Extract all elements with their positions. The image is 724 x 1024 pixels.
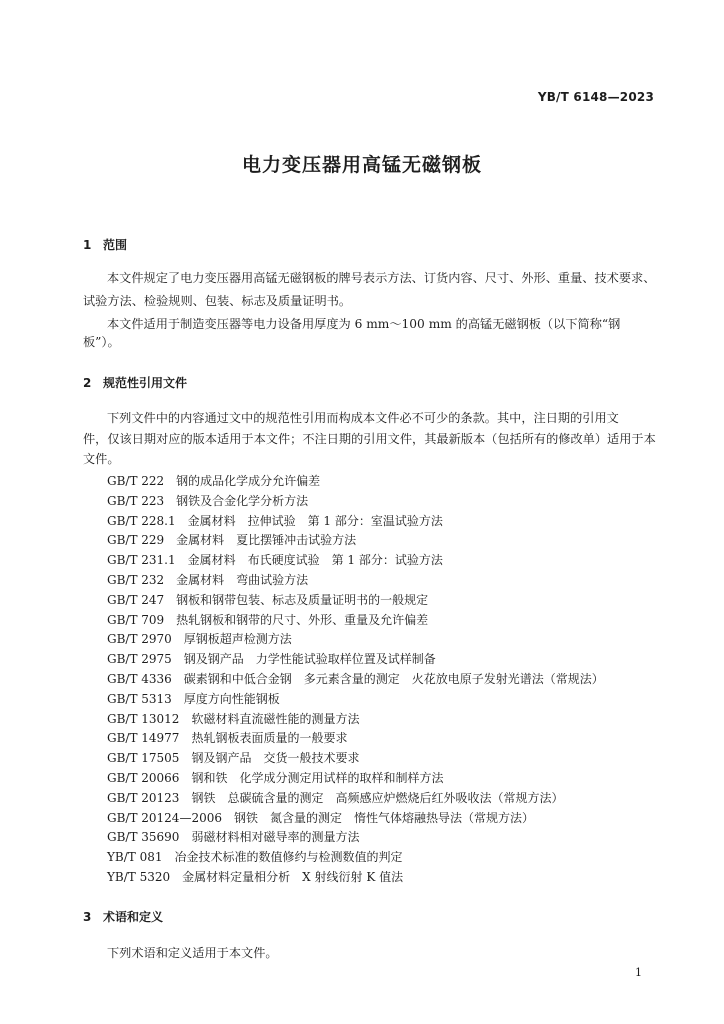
reference-item: GB/T 223 钢铁及合金化学分析方法 (107, 494, 309, 508)
section-1-heading (83, 236, 127, 253)
section-2-paragraph-line: 件，仅该日期对应的版本适用于本文件；不注日期的引用文件，其最新版本（包括所有的修改单）适用于本 (83, 432, 656, 446)
reference-item: GB/T 231.1 金属材料 布氏硬度试验 第 1 部分：试验方法 (107, 553, 443, 567)
reference-item: GB/T 35690 弱磁材料相对磁导率的测量方法 (107, 830, 360, 844)
section-2-paragraph-line: 下列文件中的内容通过文中的规范性引用而构成本文件必不可少的条款。其中，注日期的引用文 (107, 411, 619, 425)
section-3-title: 术语和定义 (103, 910, 164, 924)
section-3-number: 3 (83, 910, 92, 924)
page-number: 1 (635, 966, 642, 979)
section-2-number: 2 (83, 376, 92, 390)
reference-item: GB/T 247 钢板和钢带包装、标志及质量证明书的一般规定 (107, 593, 429, 607)
section-3-heading (83, 908, 163, 925)
section-1-paragraph-line: 板”）。 (83, 335, 120, 349)
reference-item: GB/T 2975 钢及钢产品 力学性能试验取样位置及试样制备 (107, 652, 436, 666)
document-id: YB/T 6148—2023 (537, 90, 654, 104)
reference-item: GB/T 4336 碳素钢和中低合金钢 多元素含量的测定 火花放电原子发射光谱法（常规法） (107, 672, 604, 686)
section-1-title: 范围 (103, 238, 128, 252)
reference-item: GB/T 709 热轧钢板和钢带的尺寸、外形、重量及允许偏差 (107, 613, 429, 627)
reference-item: YB/T 081 冶金技术标准的数值修约与检测数值的判定 (107, 850, 403, 864)
section-2-title: 规范性引用文件 (103, 376, 188, 390)
reference-item: GB/T 228.1 金属材料 拉伸试验 第 1 部分：室温试验方法 (107, 514, 443, 528)
section-1-paragraph-line: 本文件规定了电力变压器用高锰无磁钢板的牌号表示方法、订货内容、尺寸、外形、重量、技术要求、 (107, 271, 656, 285)
reference-item: GB/T 17505 钢及钢产品 交货一般技术要求 (107, 751, 360, 765)
reference-item: GB/T 20123 钢铁 总碳硫含量的测定 高频感应炉燃烧后红外吸收法（常规方法） (107, 791, 564, 805)
reference-item: GB/T 2970 厚钢板超声检测方法 (107, 632, 292, 646)
section-2-paragraph-line: 文件。 (83, 452, 120, 466)
section-3-paragraph-line: 下列术语和定义适用于本文件。 (107, 946, 278, 960)
section-1-paragraph-line: 本文件适用于制造变压器等电力设备用厚度为 6 mm～100 mm 的高锰无磁钢板（以下简称“钢 (107, 317, 621, 331)
reference-item: GB/T 222 钢的成品化学成分允许偏差 (107, 474, 321, 488)
reference-item: GB/T 232 金属材料 弯曲试验方法 (107, 573, 309, 587)
reference-item: GB/T 20066 钢和铁 化学成分测定用试样的取样和制样方法 (107, 771, 444, 785)
reference-item: GB/T 13012 软磁材料直流磁性能的测量方法 (107, 712, 360, 726)
document-title: 电力变压器用高锰无磁钢板 (241, 154, 482, 176)
section-1-paragraph-line: 试验方法、检验规则、包装、标志及质量证明书。 (83, 294, 352, 308)
reference-item: GB/T 14977 热轧钢板表面质量的一般要求 (107, 731, 348, 745)
reference-item: GB/T 20124—2006 钢铁 氮含量的测定 惰性气体熔融热导法（常规方法） (107, 811, 534, 825)
reference-item: GB/T 5313 厚度方向性能钢板 (107, 692, 280, 706)
reference-item: GB/T 229 金属材料 夏比摆锤冲击试验方法 (107, 533, 357, 547)
reference-item: YB/T 5320 金属材料定量相分析 X 射线衍射 K 值法 (107, 870, 404, 884)
section-1-number: 1 (83, 238, 92, 252)
section-2-heading (83, 374, 187, 391)
